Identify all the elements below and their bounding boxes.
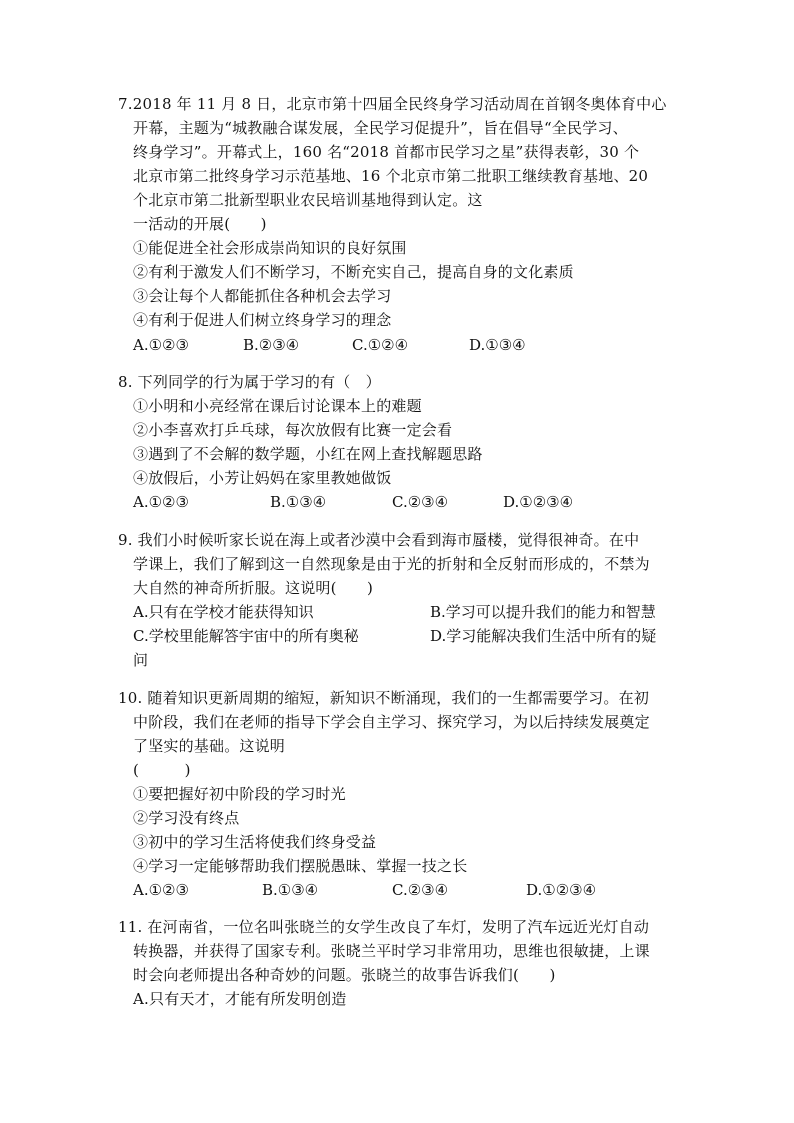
q7-line-1: 7.2018 年 11 月 8 日，北京市第十四届全民终身学习活动周在首钢冬奥体育中心 (118, 95, 667, 113)
q9-option-b: B.学习可以提升我们的能力和智慧 (430, 603, 656, 621)
q9-line-1: 9. 我们小时候听家长说在海上或者沙漠中会看到海市蜃楼，觉得很神奇。在中 (118, 531, 640, 549)
q10-line-2: 中阶段，我们在老师的指导下学会自主学习、探究学习，为以后持续发展奠定 (133, 713, 650, 731)
q7-line-5: 个北京市第二批新型职业农民培训基地得到认定。这 (133, 191, 483, 209)
q7-statement-4: ④有利于促进人们树立终身学习的理念 (133, 311, 392, 329)
q8-statement-3: ③遇到了不会解的数学题，小红在网上查找解题思路 (133, 445, 483, 463)
q10-statement-2: ②学习没有终点 (133, 809, 240, 827)
q7-line-2: 开幕，主题为“城教融合谋发展，全民学习促提升”，旨在倡导“全民学习、 (133, 119, 628, 137)
q7-line-3: 终身学习”。开幕式上，160 名“2018 首都市民学习之星”获得表彰，30 个 (133, 143, 640, 161)
q7-option-a: A.①②③ (133, 336, 189, 354)
q10-statement-3: ③初中的学习生活将使我们终身受益 (133, 833, 377, 851)
q7-line-4: 北京市第二批终身学习示范基地、16 个北京市第二批职工继续教育基地、20 (133, 167, 649, 185)
q7-option-c: C.①②④ (352, 336, 409, 354)
q10-line-1: 10. 随着知识更新周期的缩短，新知识不断涌现，我们的一生都需要学习。在初 (118, 689, 650, 707)
q8-option-d: D.①②③④ (503, 493, 574, 511)
q8-option-b: B.①③④ (270, 493, 327, 511)
q10-answer-blank: ( ) (133, 761, 191, 779)
q10-option-d: D.①②③④ (526, 881, 597, 899)
q7-statement-2: ②有利于激发人们不断学习，不断充实自己，提高自身的文化素质 (133, 263, 574, 281)
q10-statement-4: ④学习一定能够帮助我们摆脱愚昧、掌握一技之长 (133, 857, 468, 875)
q9-option-d-continued: 问 (133, 651, 149, 669)
q10-statement-1: ①要把握好初中阶段的学习时光 (133, 785, 346, 803)
q11-line-1: 11. 在河南省，一位名叫张晓兰的女学生改良了车灯，发明了汽车远近光灯自动 (118, 918, 650, 936)
q10-option-b: B.①③④ (262, 881, 319, 899)
q8-line-1: 8. 下列同学的行为属于学习的有（ ） (118, 373, 381, 391)
q7-line-6: 一活动的开展( ) (133, 215, 267, 233)
q8-option-c: C.②③④ (392, 493, 449, 511)
q7-option-b: B.②③④ (243, 336, 300, 354)
q9-option-a: A.只有在学校才能获得知识 (133, 603, 314, 621)
q11-line-3: 时会向老师提出各种奇妙的问题。张晓兰的故事告诉我们( ) (133, 966, 556, 984)
q7-option-d: D.①③④ (469, 336, 526, 354)
q11-option-a: A.只有天才，才能有所发明创造 (133, 990, 347, 1008)
q8-statement-2: ②小李喜欢打乒乓球，每次放假有比赛一定会看 (133, 421, 453, 439)
q8-statement-4: ④放假后，小芳让妈妈在家里教她做饭 (133, 469, 392, 487)
q9-line-2: 学课上，我们了解到这一自然现象是由于光的折射和全反射而形成的，不禁为 (133, 555, 650, 573)
q9-option-c: C.学校里能解答宇宙中的所有奥秘 (133, 627, 359, 645)
q8-option-a: A.①②③ (133, 493, 189, 511)
q7-statement-1: ①能促进全社会形成崇尚知识的良好氛围 (133, 239, 407, 257)
q9-option-d: D.学习能解决我们生活中所有的疑 (430, 627, 657, 645)
q10-option-a: A.①②③ (133, 881, 189, 899)
q8-statement-1: ①小明和小亮经常在课后讨论课本上的难题 (133, 397, 422, 415)
q11-line-2: 转换器，并获得了国家专利。张晓兰平时学习非常用功，思维也很敏捷，上课 (133, 942, 650, 960)
q10-option-c: C.②③④ (392, 881, 449, 899)
q9-line-3: 大自然的神奇所折服。这说明( ) (133, 579, 374, 597)
q7-statement-3: ③会让每个人都能抓住各种机会去学习 (133, 287, 392, 305)
q10-line-3: 了坚实的基础。这说明 (133, 737, 286, 755)
